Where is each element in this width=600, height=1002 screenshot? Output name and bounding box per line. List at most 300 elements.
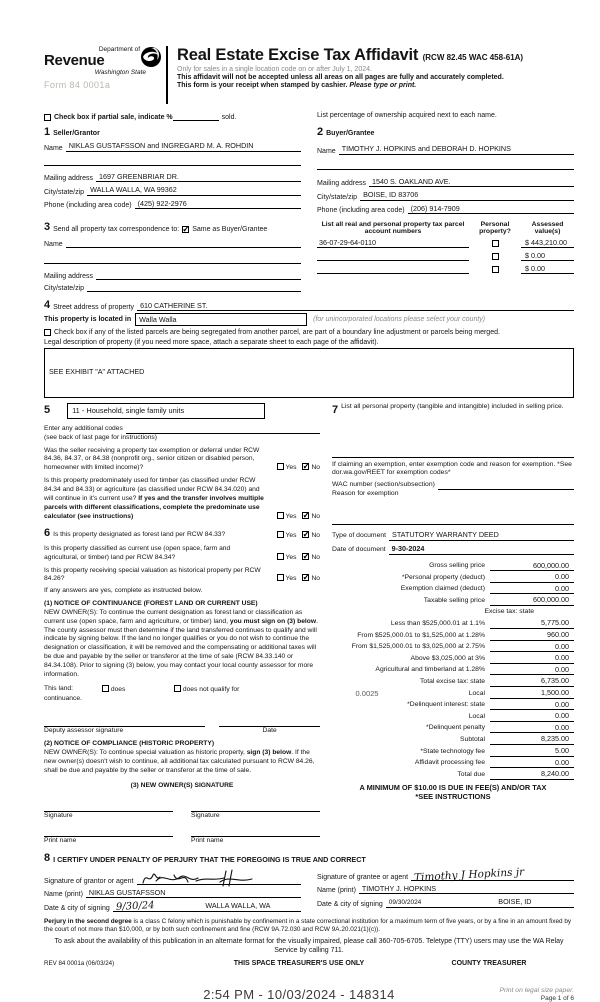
perjury-rest: is a class C felony which is punishable by confinement in a state correctional institution for a maximum term of five years, or by a fine in an amount fixed by the court of not more than $10,000, or by both such confinement and fine (RCW 9A.72.030 and RCW 9A.20.021(1)(c)). <box>44 917 572 933</box>
located-in-label: This property is located in <box>44 316 132 323</box>
money-row <box>332 675 574 687</box>
owner-print-1 <box>44 825 173 846</box>
section1-heading <box>44 126 301 138</box>
grantee-signature-label: Signature of grantee or agent <box>317 873 409 881</box>
seller-grantor-section <box>44 126 301 214</box>
corr-mailing-row <box>44 271 301 280</box>
partial-sale-checkbox[interactable] <box>44 114 51 121</box>
money-row <box>332 617 574 629</box>
legal-description-label: Legal description of property (if you need more space, attach a separate sheet to each page of the affidavit). <box>44 339 379 346</box>
perjury-note <box>44 918 574 935</box>
signature-label: Signature <box>44 812 73 820</box>
footer-row <box>44 960 574 967</box>
parcel-pp-cell <box>469 240 521 248</box>
new-owner-print-row <box>44 825 320 846</box>
compliance-text-1: NEW OWNER(S): To continue special valuation as historic property, <box>44 749 247 757</box>
money-row <box>332 652 574 664</box>
section6-number: 6 <box>44 527 51 540</box>
street-address-label: Street address of property <box>53 304 135 311</box>
no-checkbox[interactable] <box>302 531 309 538</box>
money-row <box>332 664 574 676</box>
section3-number: 3 <box>44 221 51 233</box>
dor-swirl-icon <box>140 46 162 68</box>
sold-label: sold. <box>221 114 237 121</box>
buyer-name-field[interactable] <box>339 144 574 155</box>
minimum-due-note: A MINIMUM OF $10.00 IS DUE IN FEE(S) AND/OR TAX <box>359 782 547 792</box>
compliance-text-bold: sign (3) below <box>246 749 292 757</box>
grantee-signature-block <box>317 866 574 912</box>
money-label: Local <box>468 689 485 697</box>
no-checkbox[interactable] <box>302 512 309 519</box>
deputy-date-field[interactable] <box>219 715 320 727</box>
buyer-city-value: BOISE, ID 83706 <box>363 190 419 199</box>
personal-property-checkbox[interactable] <box>492 253 499 260</box>
parcel-row <box>317 248 574 261</box>
money-value: 0.00 <box>490 723 574 734</box>
print-name-label: Print name <box>191 837 224 845</box>
revenue-label: Revenue <box>44 52 105 69</box>
main-columns <box>44 403 574 846</box>
corr-name-label: Name <box>44 241 63 248</box>
money-row <box>332 745 574 757</box>
section3-heading-row <box>44 221 301 233</box>
grantee-signature-value: Timothy J Hopkins jr <box>413 866 525 884</box>
money-row <box>332 757 574 769</box>
corr-city-label: City/state/zip <box>44 285 85 292</box>
section5-heading-row <box>44 403 320 419</box>
owner-signature-field-1[interactable] <box>44 800 173 812</box>
reason-exemption-label: Reason for exemption <box>332 490 399 498</box>
parcel-number-field[interactable] <box>317 238 469 248</box>
seller-city-row <box>44 185 301 196</box>
money-label: Subtotal <box>460 735 485 743</box>
yes-checkbox[interactable] <box>277 553 284 560</box>
section3-intro: Send all property tax correspondence to: <box>53 226 180 233</box>
exemption-note: If claiming an exemption, enter exemption code and reason for exemption. *See dor.wa.gov/REET for exemption codes* <box>332 460 572 477</box>
washington-state-label: Washington State <box>94 69 146 76</box>
timber-agriculture-text <box>44 477 267 521</box>
notice-compliance-text <box>44 749 320 776</box>
section8-number: 8 <box>44 852 51 865</box>
money-label: *Delinquent penalty <box>426 724 485 732</box>
form-title <box>177 46 574 65</box>
signature-label: Signature <box>191 812 220 820</box>
money-row <box>332 768 574 780</box>
this-land-label: This land: <box>44 684 73 692</box>
yes-label: Yes <box>285 553 297 561</box>
form-title-text: Real Estate Excise Tax Affidavit <box>177 46 419 64</box>
money-label: Gross selling price <box>429 562 485 570</box>
reason-exemption-field[interactable] <box>332 499 574 525</box>
money-label: From $1,525,000.01 to $3,025,000 at 2.75% <box>351 643 485 651</box>
parcel-row <box>317 261 574 274</box>
buyer-city-field[interactable] <box>360 190 574 201</box>
grantor-signature-scribble <box>140 869 260 887</box>
assessed-value-field[interactable] <box>521 238 574 248</box>
excise-tax-state-label: Excise tax: state <box>484 608 534 616</box>
rev-number: REV 84 0001a (06/03/24) <box>44 960 115 968</box>
deputy-date-block <box>219 715 320 736</box>
type-of-document-row <box>332 530 574 541</box>
perjury-bold: Perjury in the second degree <box>44 917 132 925</box>
seller-name2-field[interactable] <box>44 156 301 166</box>
seller-name-row <box>44 141 301 152</box>
seller-mailing-value: 1697 GREENBRIAR DR. <box>99 171 179 181</box>
section1-number: 1 <box>44 126 51 138</box>
use-code-value: 11 - Household, single family units <box>72 406 185 415</box>
grantee-print-row <box>317 884 574 895</box>
money-value: 0.00 <box>490 700 574 711</box>
money-value: 1,500.00 <box>490 688 574 699</box>
money-value: 5,775.00 <box>490 618 574 629</box>
money-label: *Personal property (deduct) <box>401 573 485 581</box>
this-land-row <box>44 685 320 695</box>
type-of-document-label: Type of document <box>332 532 387 540</box>
corr-name-field[interactable] <box>66 239 301 248</box>
deputy-signature-block <box>44 715 205 736</box>
buyer-grantee-section <box>317 126 574 214</box>
date-of-document-field[interactable] <box>389 544 574 555</box>
historical-answers <box>271 574 320 584</box>
continuance-text-1: NEW OWNER(S): To continue the current designation as forest land or classification as current use (open space, farm and agriculture, or timber) land, <box>44 608 303 625</box>
new-owner-signature-row <box>44 800 320 821</box>
money-row <box>332 641 574 653</box>
buyer-phone-label: Phone (including area code) <box>317 207 405 214</box>
assessed-value: $ 443,210.00 <box>525 238 567 247</box>
notice-continuance-title: (1) NOTICE OF CONTINUANCE (FOREST LAND OR CURRENT USE) <box>44 600 258 608</box>
type-of-document-value: STATUTORY WARRANTY DEED <box>392 530 499 540</box>
seller-city-field[interactable] <box>87 185 301 196</box>
form-header <box>44 46 574 104</box>
no-checkbox[interactable] <box>302 463 309 470</box>
notice-continuance-text <box>44 609 320 680</box>
owner-signature-field-2[interactable] <box>191 800 320 812</box>
buyer-mailing-row <box>317 177 574 188</box>
section5-number: 5 <box>44 404 51 416</box>
county-value: Walla Walla <box>139 315 177 324</box>
left-column <box>44 403 320 846</box>
buyer-phone-field[interactable] <box>408 204 574 215</box>
assessed-value-field[interactable] <box>521 251 574 261</box>
seller-city-value: WALLA WALLA, WA 99362 <box>90 185 177 194</box>
new-owner-signature-title: (3) NEW OWNER(S) SIGNATURE <box>130 781 234 789</box>
buyer-mailing-field[interactable] <box>369 177 574 188</box>
parcel-number-field[interactable] <box>317 260 469 261</box>
grantee-print-label: Name (print) <box>317 887 356 895</box>
money-value: 0.00 <box>490 758 574 769</box>
personal-property-col-header: Personal property? <box>479 221 511 235</box>
grantor-print-label: Name (print) <box>44 891 83 899</box>
money-row <box>332 559 574 571</box>
no-label: No <box>311 575 320 583</box>
corr-name-row <box>44 239 301 248</box>
seller-mailing-label: Mailing address <box>44 175 94 182</box>
does-option <box>102 685 174 695</box>
grantee-signature-field[interactable] <box>411 866 574 884</box>
buyer-name-row <box>317 144 574 155</box>
section2-title: Buyer/Grantee <box>326 130 375 137</box>
money-value: 600,000.00 <box>490 595 574 606</box>
date-of-document-label: Date of document <box>332 546 386 554</box>
additional-codes-label: Enter any additional codes <box>44 424 123 432</box>
parcel-table-header <box>317 221 574 235</box>
buyer-city-label: City/state/zip <box>317 193 358 201</box>
parties-row <box>44 126 574 214</box>
grantor-print-field[interactable] <box>86 888 301 899</box>
buyer-mailing-label: Mailing address <box>317 180 367 187</box>
section2-heading <box>317 126 574 138</box>
grantor-print-value: NIKLAS GUSTAFSSON <box>88 887 166 897</box>
money-value: 5.00 <box>490 746 574 757</box>
seller-mailing-field[interactable] <box>96 172 301 183</box>
print-note: Print on legal size paper. <box>499 987 574 995</box>
type-of-document-field[interactable] <box>389 530 574 541</box>
partial-sale-left <box>44 112 301 121</box>
personal-property-checkbox[interactable] <box>492 266 499 273</box>
seller-phone-value: (425) 922-2976 <box>137 198 187 208</box>
parcel-pp-cell <box>469 253 521 261</box>
assessed-value-field[interactable] <box>521 264 574 274</box>
timber-agriculture-answers <box>271 512 320 522</box>
grantor-date-field[interactable] <box>113 901 175 912</box>
located-in-note: (for unincorporated locations please select your county) <box>313 316 486 323</box>
grantor-signature-label: Signature of grantor or agent <box>44 877 134 885</box>
certify-heading <box>44 852 574 864</box>
title-block <box>177 46 574 89</box>
no-label: No <box>311 553 320 561</box>
owner-print-field-2[interactable] <box>191 825 320 837</box>
see-instructions-note: *SEE INSTRUCTIONS <box>415 792 491 802</box>
money-value: 0.00 <box>490 584 574 595</box>
money-value: 600,000.00 <box>490 561 574 572</box>
partial-sale-label: Check box if partial sale, indicate % <box>54 114 173 121</box>
exemption-deferral-question <box>44 447 320 474</box>
money-label: Exemption claimed (deduct) <box>400 585 485 593</box>
does-not-checkbox[interactable] <box>174 685 181 692</box>
print-name-label: Print name <box>44 837 77 845</box>
yes-checkbox[interactable] <box>277 463 284 470</box>
corr-city-field[interactable] <box>87 283 301 292</box>
wac-field[interactable] <box>438 481 574 490</box>
stamp-row <box>44 987 574 1002</box>
buyer-name-label: Name <box>317 147 336 155</box>
timber-agriculture-question <box>44 477 320 521</box>
section7-heading-row <box>332 403 574 418</box>
current-use-text: Is this property classified as current use (open space, farm and agricultural, or timber) land per RCW 84.34? <box>44 544 231 561</box>
money-label: *State technology fee <box>420 747 485 755</box>
owner-signature-2 <box>191 800 320 821</box>
grantor-city-field[interactable] <box>175 901 301 912</box>
grantor-signature-block <box>44 866 301 912</box>
header-note-1: Only for sales in a single location code on or after July 1, 2024. <box>177 66 372 73</box>
parcel-pp-cell <box>469 266 521 274</box>
money-value: 960.00 <box>490 630 574 641</box>
grantee-date-field[interactable] <box>386 899 456 908</box>
timber-text-normal: Is this property predominately used for timber (as classified under RCW 84.34 and 84.33) or agriculture (as classified under RCW 84.34.020) and will continue in it's current use? <box>44 477 260 502</box>
does-checkbox[interactable] <box>102 685 109 692</box>
money-row <box>332 629 574 641</box>
segregated-checkbox[interactable] <box>44 329 51 336</box>
money-value: 0.00 <box>490 653 574 664</box>
buyer-name-value: TIMOTHY J. HOPKINS and DEBORAH D. HOPKINS <box>341 144 511 153</box>
assessed-value-col-header: Assessed value(s) <box>531 221 564 235</box>
correspondence-parcels-row <box>44 221 574 292</box>
use-code-select[interactable] <box>67 403 265 419</box>
property-section <box>44 299 574 398</box>
parcel-col-header: List all real and personal property tax parcel account numbers <box>321 221 465 235</box>
yes-checkbox[interactable] <box>277 531 284 538</box>
continuance-text-2: . The county assessor must then determine if the land transferred continues to qualify and will indicate by signing below. If the land no longer qualifies or you do not wish to continue the designation or classification, it will be removed and the compensating or additional taxes will be due and payable by the seller or transferor at the time of sale (RCW 84.33.140 or 84.34.108). Prior to signing (3) below, you may contact your local county assessor for more information. <box>44 617 318 678</box>
additional-codes-field[interactable] <box>126 425 320 434</box>
wac-label: WAC number (section/subsection) <box>332 481 435 489</box>
does-not-label: does not qualify for <box>182 685 240 693</box>
local-rate-value: 0.0025 <box>355 688 379 698</box>
money-label: Affidavit processing fee <box>414 759 485 767</box>
assessed-value: $ 0.00 <box>525 264 545 273</box>
buyer-mailing-value: 1540 S. OAKLAND AVE. <box>372 176 451 186</box>
wac-row <box>332 481 574 490</box>
no-checkbox[interactable] <box>302 553 309 560</box>
grantor-city-value: WALLA WALLA, WA <box>205 901 271 911</box>
grantee-signature-row <box>317 866 574 884</box>
money-label: Taxable selling price <box>423 596 485 604</box>
date-of-document-row <box>332 544 574 555</box>
grantor-signature-field[interactable] <box>137 869 301 885</box>
money-value: 8,240.00 <box>490 769 574 780</box>
seller-name-label: Name <box>44 144 63 152</box>
money-value: 0.00 <box>490 711 574 722</box>
money-label: Less than $525,000.01 at 1.1% <box>390 620 485 628</box>
segregated-label: Check box if any of the listed parcels are being segregated from another parcel, are part of a boundary line adjustment or parcels being merged. <box>54 329 500 336</box>
header-note-3-text: This form is your receipt when stamped by cashier. <box>177 82 350 89</box>
corr-mailing-field[interactable] <box>96 271 301 280</box>
money-row <box>332 571 574 583</box>
section7-number: 7 <box>332 404 339 416</box>
forest-land-answers <box>271 531 320 541</box>
money-value: 0.00 <box>490 665 574 676</box>
header-divider <box>166 46 168 104</box>
seller-name-field[interactable] <box>66 141 301 152</box>
certify-text: I CERTIFY UNDER PENALTY OF PERJURY THAT THE FOREGOING IS TRUE AND CORRECT <box>53 855 366 865</box>
exemption-deferral-answers <box>271 463 320 473</box>
historical-question <box>44 567 320 585</box>
same-as-buyer-checkbox[interactable] <box>182 226 189 233</box>
historical-text: Is this property receiving special valuation as historical property per RCW 84.26? <box>44 566 261 583</box>
money-value: 0.00 <box>490 572 574 583</box>
seller-name-value: NIKLAS GUSTAFSSON and INGREGARD M. A. ROHDIN <box>68 141 254 150</box>
deputy-row <box>44 715 320 736</box>
money-label: Total due <box>457 770 485 778</box>
personal-property-checkbox[interactable] <box>492 240 499 247</box>
ownership-note: List percentage of ownership acquired next to each name. <box>317 112 497 119</box>
county-select[interactable] <box>135 313 307 326</box>
grantee-city-field[interactable] <box>456 897 574 908</box>
grantor-print-row <box>44 888 301 899</box>
page-info <box>434 987 574 1002</box>
seller-phone-field[interactable] <box>135 199 301 210</box>
no-label: No <box>311 532 320 540</box>
treasurer-space-label: THIS SPACE TREASURER'S USE ONLY <box>233 960 365 968</box>
money-label: From $525,000.01 to $1,525,000 at 1.28% <box>357 631 485 639</box>
corr-mailing-label: Mailing address <box>44 273 94 280</box>
corr-extra-field[interactable] <box>44 254 301 264</box>
money-label: Total excise tax: state <box>420 677 485 685</box>
money-row <box>332 583 574 595</box>
section4-number: 4 <box>44 299 51 311</box>
legal-description-value: SEE EXHIBIT "A" ATTACHED <box>49 367 145 376</box>
money-value: 6,735.00 <box>490 676 574 687</box>
buyer-phone-row <box>317 204 574 215</box>
yes-checkbox[interactable] <box>277 574 284 581</box>
timestamp-stamp: 2:54 PM - 10/03/2024 - 148314 <box>203 987 395 1002</box>
form-number: Form 84 0001a <box>44 80 111 90</box>
grantee-date-label: Date & city of signing <box>317 900 383 908</box>
money-row <box>332 710 574 722</box>
street-address-field[interactable] <box>137 301 574 312</box>
county-treasurer-label: COUNTY TREASURER <box>451 960 527 968</box>
no-label: No <box>311 464 320 472</box>
certification-section <box>44 852 574 912</box>
page-number: Page 1 of 6 <box>540 995 574 1002</box>
grantee-print-value: TIMOTHY J. HOPKINS <box>361 883 437 893</box>
yes-checkbox[interactable] <box>277 512 284 519</box>
street-address-value: 610 CATHERINE ST. <box>140 300 208 310</box>
seller-mailing-row <box>44 172 301 183</box>
accessibility-note: To ask about the availability of this publication in an alternate format for the visually impaired, please call 360-705-6705. Teletype (TTY) users may use the WA Relay Service by calling 711. <box>54 938 564 955</box>
owner-print-field-1[interactable] <box>44 825 173 837</box>
segregated-row <box>44 329 574 336</box>
no-checkbox[interactable] <box>302 574 309 581</box>
grantee-city-value: BOISE, ID <box>498 897 532 907</box>
legal-description-field[interactable] <box>44 348 574 398</box>
yes-label: Yes <box>285 575 297 583</box>
see-back-note: (see back of last page for instructions) <box>44 433 157 441</box>
current-use-question <box>44 545 320 563</box>
money-value: 0.00 <box>490 642 574 653</box>
date-of-document-value: 9-30-2024 <box>391 544 425 554</box>
grantee-print-field[interactable] <box>359 884 574 895</box>
personal-property-list-field[interactable] <box>332 418 574 458</box>
section7-intro: List all personal property (tangible and intangible) included in selling price. <box>341 403 564 410</box>
grantor-date-label: Date & city of signing <box>44 904 110 912</box>
located-in-row <box>44 313 574 326</box>
parcel-table <box>317 221 574 292</box>
continuance-text-bold: you must sign on (3) below <box>229 617 317 625</box>
does-label: does <box>110 685 126 693</box>
forest-land-question <box>44 526 320 541</box>
forest-land-text <box>44 526 267 541</box>
street-address-row <box>44 299 574 311</box>
money-row <box>332 594 574 606</box>
header-note-2: This affidavit will not be accepted unless all areas on all pages are fully and accurately completed. <box>177 74 504 81</box>
current-use-answers <box>271 553 320 563</box>
header-note-3 <box>177 82 574 89</box>
owner-signature-1 <box>44 800 173 821</box>
form-title-ref: (RCW 82.45 WAC 458-61A) <box>422 53 524 62</box>
partial-sale-percent-field[interactable] <box>173 112 219 121</box>
section2-number: 2 <box>317 126 324 138</box>
seller-city-label: City/state/zip <box>44 188 85 196</box>
grantor-signature-row <box>44 869 301 885</box>
buyer-name2-field[interactable] <box>317 160 574 170</box>
parcel-number-field[interactable] <box>317 273 469 274</box>
money-label: Agricultural and timberland at 1.28% <box>375 666 485 674</box>
does-not-option <box>174 685 239 695</box>
dor-logo <box>44 46 162 90</box>
money-label: Above $3,025,000 at 3% <box>410 654 485 662</box>
deputy-signature-field[interactable] <box>44 715 205 727</box>
money-value: 8,235.00 <box>490 734 574 745</box>
